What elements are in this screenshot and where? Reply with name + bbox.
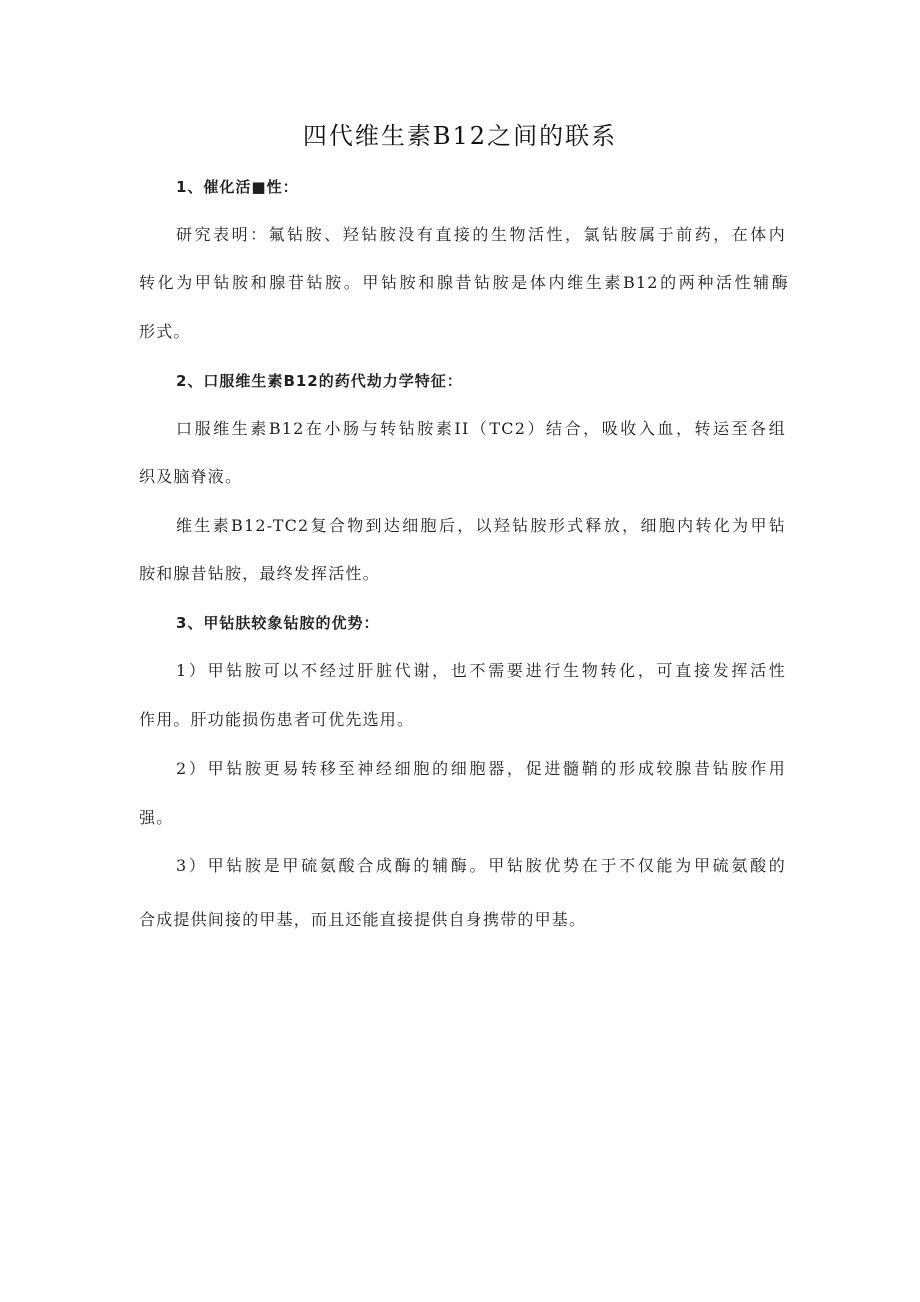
paragraph-line: 形式。 [139,322,191,341]
paragraph-line: 1）甲钻胺可以不经过肝脏代谢，也不需要进行生物转化，可直接发挥活性 [176,661,786,680]
section-heading-3: 3、甲钻肤较象钻胺的优势： [176,614,380,632]
paragraph-line: 合成提供间接的甲基，而且还能直接提供自身携带的甲基。 [139,910,587,929]
section-heading-1: 1、催化活■性： [176,178,299,196]
paragraph-line: 胺和腺昔钻胺，最终发挥活性。 [139,564,380,583]
section-heading-2: 2、口服维生素B12的药代劫力学特征： [176,372,463,390]
paragraph-line: 作用。肝功能损伤患者可优先选用。 [139,710,415,729]
paragraph-line: 口服维生素B12在小肠与转钻胺素II（TC2）结合，吸收入血，转运至各组 [176,419,786,438]
paragraph-line: 织及脑脊液。 [139,467,243,486]
paragraph-line: 强。 [139,808,174,827]
paragraph-line: 3）甲钻胺是甲硫氨酸合成酶的辅酶。甲钻胺优势在于不仅能为甲硫氨酸的 [176,856,786,875]
paragraph-line: 转化为甲钻胺和腺苷钻胺。甲钻胺和腺昔钻胺是体内维生素B12的两种活性辅酶 [139,273,789,292]
paragraph-line: 研究表明：氟钻胺、羟钻胺没有直接的生物活性，氯钻胺属于前药，在体内 [176,225,786,244]
paragraph-line: 维生素B12-TC2复合物到达细胞后，以羟钻胺形式释放，细胞内转化为甲钻 [176,516,786,535]
paragraph-line: 2）甲钻胺更易转移至神经细胞的细胞器，促进髓鞘的形成较腺昔钻胺作用 [176,759,786,778]
page-title: 四代维生素B12之间的联系 [302,122,618,150]
